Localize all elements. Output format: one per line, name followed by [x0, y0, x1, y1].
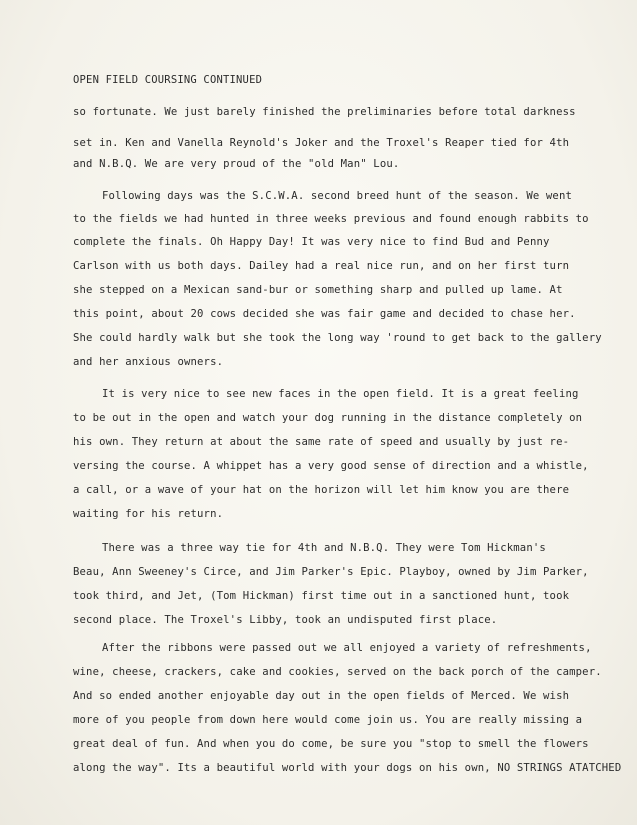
text-line: great deal of fun. And when you do come, be sure you "stop to smell the flowers	[73, 738, 589, 750]
text-line: and N.B.Q. We are very proud of the "old Man" Lou.	[73, 158, 400, 170]
text-line: waiting for his return.	[73, 508, 224, 520]
text-line: Carlson with us both days. Dailey had a real nice run, and on her first turn	[73, 260, 570, 272]
text-line: along the way". Its a beautiful world with your dogs on his own, NO STRINGS ATATCHED	[73, 762, 622, 774]
text-line: to be out in the open and watch your dog running in the distance completely on	[73, 412, 583, 424]
text-line: took third, and Jet, (Tom Hickman) first time out in a sanctioned hunt, took	[73, 590, 570, 602]
text-line: wine, cheese, crackers, cake and cookies, served on the back porch of the camper.	[73, 666, 602, 678]
text-line: a call, or a wave of your hat on the horizon will let him know you are there	[73, 484, 570, 496]
text-line: to the fields we had hunted in three weeks previous and found enough rabbits to	[73, 213, 589, 225]
text-line: After the ribbons were passed out we all enjoyed a variety of refreshments,	[102, 642, 592, 654]
page-heading: OPEN FIELD COURSING CONTINUED	[73, 74, 263, 86]
text-line: second place. The Troxel's Libby, took an undisputed first place.	[73, 614, 498, 626]
text-line: And so ended another enjoyable day out in the open fields of Merced. We wish	[73, 690, 570, 702]
text-line: set in. Ken and Vanella Reynold's Joker and the Troxel's Reaper tied for 4th	[73, 137, 570, 149]
text-line: Following days was the S.C.W.A. second breed hunt of the season. We went	[102, 190, 573, 202]
text-line: complete the finals. Oh Happy Day! It was very nice to find Bud and Penny	[73, 236, 550, 248]
text-line: so fortunate. We just barely finished the preliminaries before total darkness	[73, 106, 576, 118]
text-line: this point, about 20 cows decided she was fair game and decided to chase her.	[73, 308, 576, 320]
text-line: versing the course. A whippet has a very good sense of direction and a whistle,	[73, 460, 589, 472]
text-line: his own. They return at about the same rate of speed and usually by just re-	[73, 436, 570, 448]
text-line: and her anxious owners.	[73, 356, 224, 368]
text-line: There was a three way tie for 4th and N.B.Q. They were Tom Hickman's	[102, 542, 546, 554]
text-line: more of you people from down here would come join us. You are really missing a	[73, 714, 583, 726]
text-line: Beau, Ann Sweeney's Circe, and Jim Parker's Epic. Playboy, owned by Jim Parker,	[73, 566, 589, 578]
text-line: She could hardly walk but she took the long way 'round to get back to the gallery	[73, 332, 602, 344]
text-line: she stepped on a Mexican sand-bur or something sharp and pulled up lame. At	[73, 284, 563, 296]
text-line: It is very nice to see new faces in the open field. It is a great feeling	[102, 388, 579, 400]
